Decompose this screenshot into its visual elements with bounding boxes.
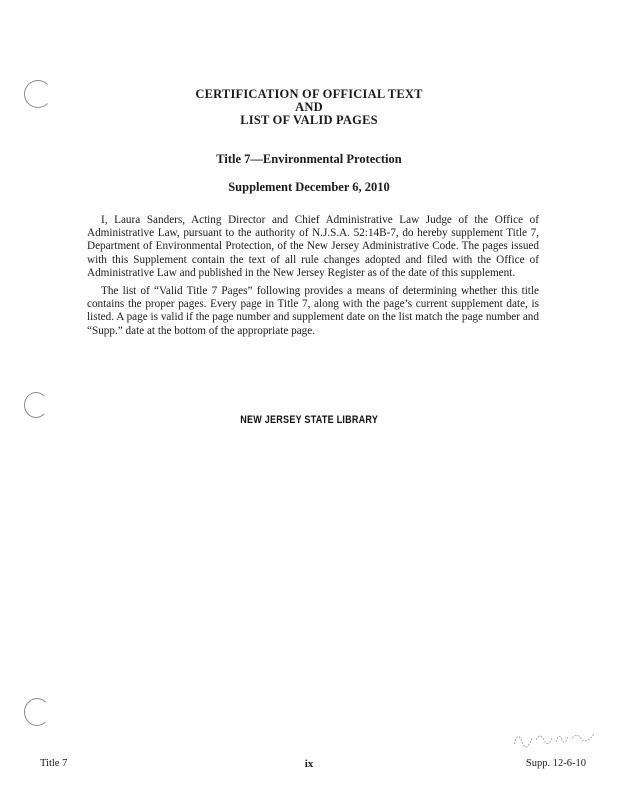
- valid-pages-paragraph: The list of “Valid Title 7 Pages” following provides a means of determining whether this title contains the proper pages. Every page in Title 7, along with the page’s current supplement date, is listed. A page is valid if the page number and supplement date on the list match the page number and “Supp.” date at the bottom of the appropriate page.: [87, 285, 539, 337]
- handwritten-mark: [510, 724, 600, 750]
- certification-paragraph: I, Laura Sanders, Acting Director and Chief Administrative Law Judge of the Office of Administrative Law, pursuant to the authority of N.J.S.A. 52:14B-7, do hereby supplement Title 7, Department of Environmental Protection, of the New Jersey Administrative Code. The pages issued with this Supplement contain the text of all rule changes adopted and filed with the Office of Administrative Law and published in the New Jersey Register as of the date of this supplement.: [87, 214, 539, 279]
- punch-hole-bottom: [24, 698, 50, 726]
- heading-line-2: AND: [295, 100, 323, 114]
- page-number: ix: [304, 758, 314, 770]
- punch-hole-middle: [24, 392, 48, 418]
- library-stamp: NEW JERSEY STATE LIBRARY: [240, 414, 379, 426]
- footer-title: Title 7: [40, 758, 68, 769]
- title-name: Title 7—Environmental Protection: [216, 152, 402, 166]
- heading-line-3: LIST OF VALID PAGES: [240, 113, 378, 127]
- heading-line-1: CERTIFICATION OF OFFICIAL TEXT: [195, 87, 423, 101]
- supplement-date: Supplement December 6, 2010: [228, 180, 390, 194]
- footer-supp-date: Supp. 12-6-10: [525, 758, 586, 769]
